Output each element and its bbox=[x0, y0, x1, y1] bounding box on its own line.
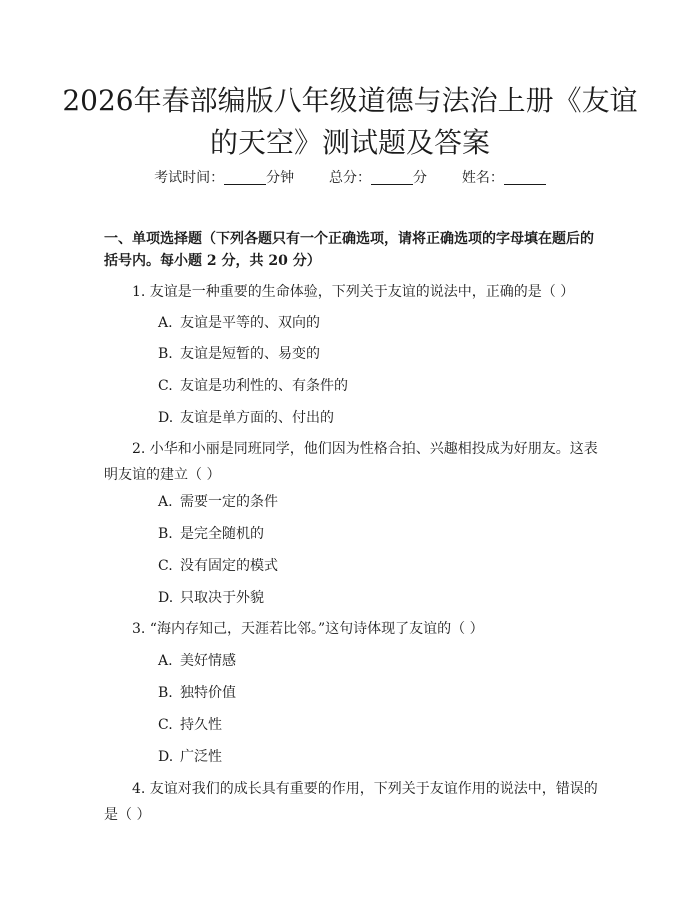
option-text: 广泛性 bbox=[180, 749, 222, 765]
option-text: 没有固定的模式 bbox=[180, 558, 278, 574]
exam-info-line bbox=[0, 168, 700, 188]
option-item bbox=[158, 344, 320, 364]
option-text: 独特价值 bbox=[180, 685, 236, 701]
exam-time-unit: 分钟 bbox=[266, 170, 295, 186]
option-item bbox=[158, 408, 334, 428]
option-item bbox=[158, 492, 278, 512]
question-stem: 4. 友谊对我们的成长具有重要的作用，下列关于友谊作用的说法中，错误的是（ ） bbox=[104, 781, 598, 823]
question-stem: 1. 友谊是一种重要的生命体验，下列关于友谊的说法中，正确的是（ ） bbox=[132, 284, 575, 300]
name-field bbox=[462, 168, 546, 188]
option-item bbox=[158, 376, 348, 396]
total-score-field bbox=[329, 168, 427, 188]
option-letter: A. bbox=[158, 653, 173, 669]
option-text: 友谊是短暂的、易变的 bbox=[180, 346, 320, 362]
option-item bbox=[158, 313, 320, 333]
option-text: 友谊是功利性的、有条件的 bbox=[180, 378, 348, 394]
option-letter: C. bbox=[158, 558, 173, 574]
exam-time-blank bbox=[224, 170, 266, 185]
option-text: 是完全随机的 bbox=[180, 526, 264, 542]
exam-time-field bbox=[154, 168, 294, 188]
option-letter: B. bbox=[158, 346, 173, 362]
option-letter: A. bbox=[158, 315, 173, 331]
name-blank bbox=[504, 170, 546, 185]
document-title: 2026年春部编版八年级道德与法治上册《友谊的天空》测试题及答案 bbox=[62, 84, 638, 159]
section-heading: 一、单项选择题（下列各题只有一个正确选项，请将正确选项的字母填在题后的括号内。每小题 2 分，共 20 分） bbox=[104, 231, 594, 269]
option-letter: D. bbox=[158, 749, 174, 765]
total-score-unit: 分 bbox=[413, 170, 427, 186]
total-score-label: 总分： bbox=[329, 170, 371, 186]
option-letter: A. bbox=[158, 494, 173, 510]
option-item bbox=[158, 651, 236, 671]
exam-time-label: 考试时间： bbox=[154, 170, 225, 186]
option-item bbox=[158, 747, 222, 767]
option-text: 只取决于外貌 bbox=[180, 590, 264, 606]
question-stem: 2. 小华和小丽是同班同学，他们因为性格合拍、兴趣相投成为好朋友。这表明友谊的建立（ ） bbox=[104, 441, 598, 483]
option-letter: B. bbox=[158, 685, 173, 701]
option-item bbox=[158, 715, 222, 735]
option-text: 美好情感 bbox=[180, 653, 236, 669]
question-stem: 3. “海内存知己，天涯若比邻。”这句诗体现了友谊的（ ） bbox=[132, 621, 484, 637]
option-letter: B. bbox=[158, 526, 173, 542]
option-letter: D. bbox=[158, 590, 174, 606]
option-letter: C. bbox=[158, 378, 173, 394]
name-label: 姓名： bbox=[461, 170, 504, 186]
option-letter: C. bbox=[158, 717, 173, 733]
option-item bbox=[158, 588, 264, 608]
option-item bbox=[158, 524, 264, 544]
option-text: 友谊是单方面的、付出的 bbox=[180, 410, 334, 426]
option-letter: D. bbox=[158, 410, 174, 426]
option-text: 需要一定的条件 bbox=[180, 494, 278, 510]
option-item bbox=[158, 556, 278, 576]
option-text: 友谊是平等的、双向的 bbox=[180, 315, 320, 331]
option-item bbox=[158, 683, 236, 703]
total-score-blank bbox=[371, 170, 413, 185]
option-text: 持久性 bbox=[180, 717, 222, 733]
